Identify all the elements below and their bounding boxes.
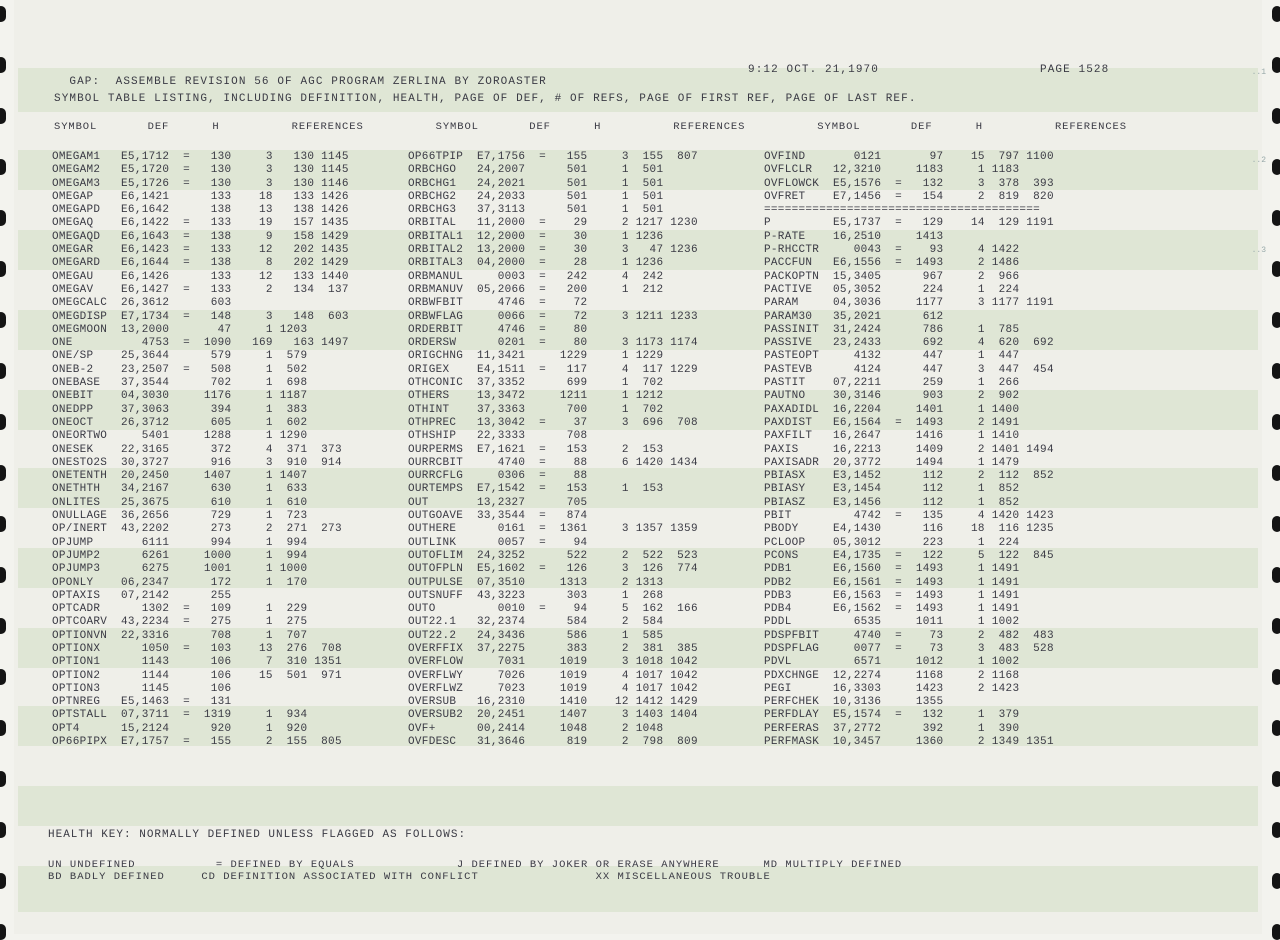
symbol-row: OVERSUB 16,2310 1410 12 1412 1429	[408, 696, 698, 709]
symbol-row: PAXADIDL 16,2204 1401 1 1400	[764, 403, 1020, 416]
symbol-row: ONLITES 25,3675 610 1 610	[52, 496, 308, 509]
symbol-row: OVERFLOW 7031 1019 3 1018 1042	[408, 656, 698, 669]
symbol-row: PASTIT 07,2211 259 1 266	[764, 377, 1020, 390]
symbol-row: ONETHTH 34,2167 630 1 633	[52, 483, 308, 496]
symbol-row: OUT 13,2327 705	[408, 496, 588, 509]
symbol-row: ONEDPP 37,3063 394 1 383	[52, 403, 308, 416]
symbol-row: OMEGAPD E6,1642 138 13 138 1426	[52, 204, 349, 217]
symbol-row: OMEGDISP E7,1734 = 148 3 148 603	[52, 310, 349, 323]
symbol-row: ORBITAL2 13,2000 = 30 3 47 1236	[408, 244, 698, 257]
symbol-row: ========================================	[764, 204, 1041, 217]
symbol-row: PDSPFBIT 4740 = 73 2 482 483	[764, 629, 1054, 642]
symbol-row: OUTOFLIM 24,3252 522 2 522 523	[408, 549, 698, 562]
symbol-row: PCLOOP 05,3012 223 1 224	[764, 536, 1020, 549]
feed-hole	[0, 108, 6, 124]
symbol-row: ORDERBIT 4746 = 80	[408, 323, 588, 336]
symbol-row: OP/INERT 43,2202 273 2 271 273	[52, 523, 342, 536]
symbol-row: OPONLY 06,2347 172 1 170	[52, 576, 308, 589]
symbol-row: ORBWFBIT 4746 = 72	[408, 297, 588, 310]
feed-hole	[1272, 669, 1280, 685]
feed-hole	[1272, 618, 1280, 634]
symbol-row: OPT4 15,2124 920 1 920	[52, 722, 308, 735]
symbol-row: OMEGAP E6,1421 133 18 133 1426	[52, 190, 349, 203]
symbol-row: PERFCHEK 10,3136 1355	[764, 696, 944, 709]
symbol-row: PDB3 E6,1563 = 1493 1 1491	[764, 589, 1020, 602]
feed-hole	[0, 363, 6, 379]
symbol-row: ORBCHG1 24,2021 501 1 501	[408, 177, 664, 190]
feed-hole	[0, 873, 6, 889]
symbol-row: PASSIVE 23,2433 692 4 620 692	[764, 337, 1054, 350]
symbol-row: ORBMANUL 0003 = 242 4 242	[408, 270, 664, 283]
symbol-row: PAXISADR 20,3772 1494 1 1479	[764, 456, 1020, 469]
symbol-row: P E5,1737 = 129 14 129 1191	[764, 217, 1054, 230]
feed-hole	[0, 159, 6, 175]
symbol-row: OMEGAM3 E5,1726 = 130 3 130 1146	[52, 177, 349, 190]
symbol-row: ORBWFLAG 0066 = 72 3 1211 1233	[408, 310, 698, 323]
symbol-row: OPTAXIS 07,2142 255	[52, 589, 232, 602]
symbol-row: PDB1 E6,1560 = 1493 1 1491	[764, 563, 1020, 576]
symbol-row: PDSPFLAG 0077 = 73 3 483 528	[764, 642, 1054, 655]
symbol-row: ONE 4753 = 1090 169 163 1497	[52, 337, 349, 350]
feed-hole	[0, 414, 6, 430]
feed-hole	[1272, 465, 1280, 481]
feed-hole	[1272, 159, 1280, 175]
symbol-row: PARAM30 35,2021 612	[764, 310, 944, 323]
symbol-row: PAXIS 16,2213 1409 2 1401 1494	[764, 443, 1054, 456]
feed-hole	[0, 57, 6, 73]
symbol-row: PBIT 4742 = 135 4 1420 1423	[764, 510, 1054, 523]
symbol-row: PDXCHNGE 12,2274 1168 2 1168	[764, 669, 1020, 682]
feed-hole	[0, 465, 6, 481]
symbol-row: OURPERMS E7,1621 = 153 2 153	[408, 443, 664, 456]
symbol-row: OUTSNUFF 43,3223 303 1 268	[408, 589, 664, 602]
symbol-row: ORDERSW 0201 = 80 3 1173 1174	[408, 337, 698, 350]
symbol-row: OPTIONX 1050 = 103 13 276 708	[52, 642, 342, 655]
health-key-title: HEALTH KEY: NORMALLY DEFINED UNLESS FLAGGED AS FOLLOWS:	[48, 829, 467, 841]
feed-hole	[1272, 720, 1280, 736]
feed-hole	[1272, 516, 1280, 532]
symbol-row: PAXFILT 16,2647 1416 1 1410	[764, 430, 1020, 443]
feed-hole	[0, 6, 6, 22]
symbol-row: ONULLAGE 36,2656 729 1 723	[52, 510, 308, 523]
symbol-row: OVERFLWY 7026 1019 4 1017 1042	[408, 669, 698, 682]
symbol-row: OPTNREG E5,1463 = 131	[52, 696, 232, 709]
header-line1	[54, 64, 547, 88]
symbol-row: PASTEVB 4124 447 3 447 454	[764, 363, 1054, 376]
symbol-row: PDVL 6571 1012 1 1002	[764, 656, 1020, 669]
feed-hole	[0, 516, 6, 532]
symbol-row: OPJUMP2 6261 1000 1 994	[52, 549, 308, 562]
symbol-row: ONETENTH 20,2450 1407 1 1407	[52, 470, 308, 483]
symbol-column-2	[408, 151, 698, 749]
symbol-row: PACKOPTN 15,3405 967 2 966	[764, 270, 1020, 283]
feed-hole	[0, 924, 6, 940]
health-key-line-1: UN UNDEFINED = DEFINED BY EQUALS J DEFINED BY JOKER OR ERASE ANYWHERE MD MULTIPLY DEFINED	[48, 859, 903, 871]
symbol-row: OVF+ 00,2414 1048 2 1048	[408, 722, 664, 735]
symbol-row: PBIASX E3,1452 112 2 112 852	[764, 470, 1054, 483]
symbol-row: OPTIONVN 22,3316 708 1 707	[52, 629, 308, 642]
symbol-row: OVFDESC 31,3646 819 2 798 809	[408, 736, 698, 749]
symbol-row: OTHCONIC 37,3352 699 1 702	[408, 377, 664, 390]
symbol-column-1	[52, 151, 349, 749]
symbol-row: ONEBASE 37,3544 702 1 698	[52, 377, 308, 390]
symbol-row: OMEGMOON 13,2000 47 1 1203	[52, 323, 308, 336]
feed-hole	[0, 261, 6, 277]
feed-hole	[1272, 822, 1280, 838]
listing-title: SYMBOL TABLE LISTING, INCLUDING DEFINITION, HEALTH, PAGE OF DEF, # OF REFS, PAGE OF FIRST REF, PAGE OF LAST REF.	[54, 93, 917, 105]
symbol-row: PAUTNO 30,3146 903 2 902	[764, 390, 1020, 403]
symbol-row: PERFDLAY E5,1574 = 132 1 379	[764, 709, 1020, 722]
symbol-row: ORBMANUV 05,2066 = 200 1 212	[408, 283, 664, 296]
feed-hole	[1272, 567, 1280, 583]
symbol-row: ORBCHG2 24,2033 501 1 501	[408, 190, 664, 203]
symbol-row: PACTIVE 05,3052 224 1 224	[764, 283, 1020, 296]
symbol-row: PBIASY E3,1454 112 1 852	[764, 483, 1020, 496]
symbol-row: OURRCBIT 4740 = 88 6 1420 1434	[408, 456, 698, 469]
symbol-row: OVERFLWZ 7023 1019 4 1017 1042	[408, 682, 698, 695]
symbol-row: OMEGARD E6,1644 = 138 8 202 1429	[52, 257, 349, 270]
symbol-row: OTHERS 13,3472 1211 1 1212	[408, 390, 664, 403]
symbol-row: OTHSHIP 22,3333 708	[408, 430, 588, 443]
symbol-row: OMEGAQD E6,1643 = 138 9 158 1429	[52, 230, 349, 243]
symbol-row: OPTION1 1143 106 7 310 1351	[52, 656, 342, 669]
feed-hole	[0, 618, 6, 634]
symbol-row: PACCFUN E6,1556 = 1493 2 1486	[764, 257, 1020, 270]
symbol-row: OUTPULSE 07,3510 1313 2 1313	[408, 576, 664, 589]
feed-hole	[0, 720, 6, 736]
symbol-row: ORIGCHNG 11,3421 1229 1 1229	[408, 350, 664, 363]
symbol-row: OUTLINK 0057 = 94	[408, 536, 588, 549]
feed-hole	[1272, 873, 1280, 889]
symbol-row: P-RATE 16,2510 1413	[764, 230, 944, 243]
symbol-row: OTHINT 37,3363 700 1 702	[408, 403, 664, 416]
symbol-row: PCONS E4,1735 = 122 5 122 845	[764, 549, 1054, 562]
feed-hole	[1272, 57, 1280, 73]
symbol-row: ONEBIT 04,3030 1176 1 1187	[52, 390, 308, 403]
margin-tag: ..1	[1251, 68, 1266, 77]
symbol-row: ORBCHG3 37,3113 501 1 501	[408, 204, 664, 217]
symbol-row: ONE/SP 25,3644 579 1 579	[52, 350, 308, 363]
feed-hole	[1272, 210, 1280, 226]
symbol-row: ORBITAL3 04,2000 = 28 1 1236	[408, 257, 664, 270]
symbol-row: OP66TPIP E7,1756 = 155 3 155 807	[408, 151, 698, 163]
symbol-row: ORBITAL1 12,2000 = 30 1 1236	[408, 230, 664, 243]
symbol-row: PERFMASK 10,3457 1360 2 1349 1351	[764, 736, 1054, 749]
symbol-row: ORBITAL 11,2000 = 29 2 1217 1230	[408, 217, 698, 230]
symbol-row: OPTION3 1145 106	[52, 682, 232, 695]
feed-hole	[1272, 6, 1280, 22]
symbol-row: OPTCOARV 43,2234 = 275 1 275	[52, 616, 308, 629]
timestamp: 9:12 OCT. 21,1970	[748, 64, 879, 76]
feed-hole	[1272, 924, 1280, 940]
assembly-title: GAP: ASSEMBLE REVISION 56 OF AGC PROGRAM ZERLINA BY ZOROASTER	[69, 76, 547, 88]
symbol-row: PDB4 E6,1562 = 1493 1 1491	[764, 603, 1020, 616]
feed-hole	[1272, 261, 1280, 277]
symbol-row: OMEGAQ E6,1422 = 133 19 157 1435	[52, 217, 349, 230]
symbol-row: OUTHERE 0161 = 1361 3 1357 1359	[408, 523, 698, 536]
symbol-row: P-RHCCTR 0043 = 93 4 1422	[764, 244, 1020, 257]
symbol-row: PDB2 E6,1561 = 1493 1 1491	[764, 576, 1020, 589]
feed-hole	[1272, 108, 1280, 124]
symbol-row: PEGI 16,3303 1423 2 1423	[764, 682, 1020, 695]
symbol-row: OVFLOWCK E5,1576 = 132 3 378 393	[764, 177, 1054, 190]
feed-hole	[1272, 771, 1280, 787]
symbol-row: OUTOFPLN E5,1602 = 126 3 126 774	[408, 563, 698, 576]
symbol-row: OUTGOAVE 33,3544 = 874	[408, 510, 588, 523]
symbol-row: PBODY E4,1430 116 18 116 1235	[764, 523, 1054, 536]
symbol-row: PAXDIST E6,1564 = 1493 2 1491	[764, 416, 1020, 429]
symbol-row: OUT22.1 32,2374 584 2 584	[408, 616, 664, 629]
symbol-row: OPTION2 1144 106 15 501 971	[52, 669, 342, 682]
feed-hole	[0, 567, 6, 583]
symbol-row: OURTEMPS E7,1542 = 153 1 153	[408, 483, 664, 496]
symbol-row: PBIASZ E3,1456 112 1 852	[764, 496, 1020, 509]
symbol-row: PASTEOPT 4132 447 1 447	[764, 350, 1020, 363]
feed-hole	[0, 669, 6, 685]
symbol-row: OUTO 0010 = 94 5 162 166	[408, 603, 698, 616]
symbol-row: ONESEK 22,3165 372 4 371 373	[52, 443, 342, 456]
symbol-row: OP66PIPX E7,1757 = 155 2 155 805	[52, 736, 342, 749]
symbol-row: ONESTO2S 30,3727 916 3 910 914	[52, 456, 342, 469]
symbol-row: OMEGAU E6,1426 133 12 133 1440	[52, 270, 349, 283]
symbol-row: ONEOCT 26,3712 605 1 602	[52, 416, 308, 429]
symbol-row: OMEGAM2 E5,1720 = 130 3 130 1145	[52, 164, 349, 177]
margin-tag: ..2	[1251, 156, 1266, 165]
health-key-line-2: BD BADLY DEFINED CD DEFINITION ASSOCIATED WITH CONFLICT XX MISCELLANEOUS TROUBLE	[48, 871, 771, 883]
symbol-row: ONEORTWO 5401 1288 1 1290	[52, 430, 308, 443]
symbol-row: OVFRET E7,1456 = 154 2 819 820	[764, 190, 1054, 203]
feed-hole	[0, 210, 6, 226]
symbol-row: OTHPREC 13,3042 = 37 3 696 708	[408, 416, 698, 429]
symbol-row: OUT22.2 24,3436 586 1 585	[408, 629, 664, 642]
symbol-row: PERFERAS 37,2772 392 1 390	[764, 722, 1020, 735]
symbol-row: OVERFFIX 37,2275 383 2 381 385	[408, 642, 698, 655]
symbol-row: OPTCADR 1302 = 109 1 229	[52, 603, 308, 616]
symbol-row: PASSINIT 31,2424 786 1 785	[764, 323, 1020, 336]
feed-hole	[1272, 363, 1280, 379]
symbol-row: PARAM 04,3036 1177 3 1177 1191	[764, 297, 1054, 310]
feed-hole	[1272, 414, 1280, 430]
feed-hole	[0, 312, 6, 328]
page-number: PAGE 1528	[1040, 64, 1110, 76]
symbol-row: OMEGAM1 E5,1712 = 130 3 130 1145	[52, 151, 349, 163]
greenbar-band	[18, 786, 1258, 826]
symbol-row: OPJUMP 6111 994 1 994	[52, 536, 308, 549]
feed-hole	[1272, 312, 1280, 328]
symbol-row: OMEGAV E6,1427 = 133 2 134 137	[52, 283, 349, 296]
symbol-row: OPJUMP3 6275 1001 1 1000	[52, 563, 308, 576]
column-headers: SYMBOL DEF H REFERENCES SYMBOL DEF H REFERENCES SYMBOL DEF H REFERENCES	[54, 121, 1127, 133]
symbol-row: ONEB-2 23,2507 = 508 1 502	[52, 363, 308, 376]
margin-tag: ..3	[1251, 246, 1266, 255]
symbol-column-3	[764, 151, 1054, 749]
symbol-row: ORIGEX E4,1511 = 117 4 117 1229	[408, 363, 698, 376]
symbol-row: OPTSTALL 07,3711 = 1319 1 934	[52, 709, 308, 722]
symbol-row: OVFIND 0121 97 15 797 1100	[764, 151, 1054, 163]
symbol-row: ORBCHGO 24,2007 501 1 501	[408, 164, 664, 177]
feed-hole	[0, 771, 6, 787]
symbol-row: OVERSUB2 20,2451 1407 3 1403 1404	[408, 709, 698, 722]
symbol-row: OMEGAR E6,1423 = 133 12 202 1435	[52, 244, 349, 257]
symbol-row: OMEGCALC 26,3612 603	[52, 297, 232, 310]
feed-hole	[0, 822, 6, 838]
symbol-row: PDDL 6535 1011 1 1002	[764, 616, 1020, 629]
symbol-row: OURRCFLG 0306 = 88	[408, 470, 588, 483]
symbol-row: OVFLCLR 12,3210 1183 1 1183	[764, 164, 1020, 177]
